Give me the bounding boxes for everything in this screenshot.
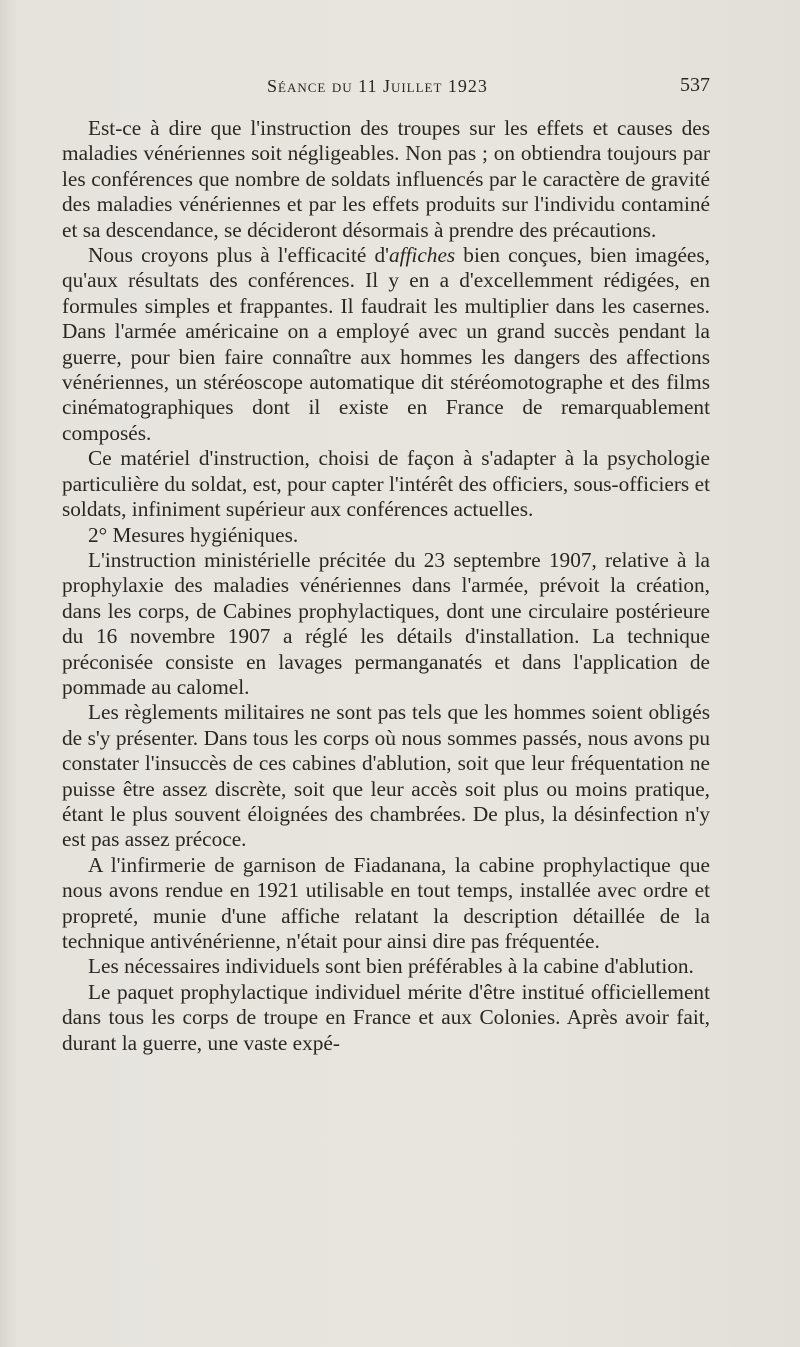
paragraph-3: Ce matériel d'instruction, choisi de façon à s'adapter à la psychologie particulière du soldat, est, pour capter l'intérêt des officiers, sous-officiers et soldats, infiniment supérieur aux conférences actuelles. (62, 446, 710, 522)
paragraph-7: A l'infirmerie de garnison de Fiadanana, la cabine prophylactique que nous avons rendue en 1921 utilisable en tout temps, installée avec ordre et propreté, munie d'une affiche relatant la description détaillée de la technique antivénérienne, n'était pour ainsi dire pas fréquentée. (62, 852, 710, 953)
running-head: Séance du 11 Juillet 1923 (267, 76, 488, 96)
body-text (62, 116, 710, 1056)
paragraph-8: Les nécessaires individuels sont bien préférables à la cabine d'ablution. (88, 954, 694, 979)
paragraph-9: Le paquet prophylactique individuel mérite d'être institué officiellement dans tous les corps de troupe en France et aux Colonies. Après avoir fait, durant la guerre, une vaste expé- (62, 979, 710, 1055)
page-number: 537 (680, 74, 710, 96)
paragraph-2 (62, 243, 710, 446)
italic-affiches: affiches (388, 243, 456, 268)
paragraph-5: L'instruction ministérielle précitée du 23 septembre 1907, relative à la prophylaxie des maladies vénériennes dans l'armée, prévoit la création, dans les corps, de Cabines prophylactiques, dont une circulaire postérieure du 16 novembre 1907 a réglé les détails d'installation. La technique préconisée consiste en lavages permanganatés et dans l'application de pommade au calomel. (62, 547, 710, 699)
paragraph-2-rest: bien conçues, bien imagées, qu'aux résultats des conférences. Il y en a d'excellemment rédigées, en formules simples et frappantes. Il faudrait les multiplier dans les casernes. Dans l'armée américaine on a employé avec un grand succès pendant la guerre, pour bien faire connaître aux hommes les dangers des affections vénériennes, un stéréoscope automatique dit stéréomotographe et des films cinématographiques dont il existe en France de remarquablement composés. (62, 243, 710, 445)
paragraph-1: Est-ce à dire que l'instruction des troupes sur les effets et causes des maladies vénériennes soit négligeables. Non pas ; on obtiendra toujours par les conférences que nombre de soldats influencés par le caractère de gravité des maladies vénériennes et par les effets produits sur l'individu contaminé et sa descendance, se décideront désormais à prendre des précautions. (62, 116, 710, 242)
paragraph-2-start: Nous croyons plus à l'efficacité d' (88, 243, 389, 268)
page-header (62, 72, 712, 102)
section-heading: 2° Mesures hygiéniques. (88, 522, 299, 547)
paragraph-6: Les règlements militaires ne sont pas tels que les hommes soient obligés de s'y présenter. Dans tous les corps où nous sommes passés, nous avons pu constater l'insuccès de ces cabines d'ablution, soit que leur fréquentation ne puisse être assez discrète, soit que leur accès soit plus ou moins pratique, étant le plus souvent éloignées des chambrées. De plus, la désinfection n'y est pas assez précoce. (62, 700, 710, 852)
